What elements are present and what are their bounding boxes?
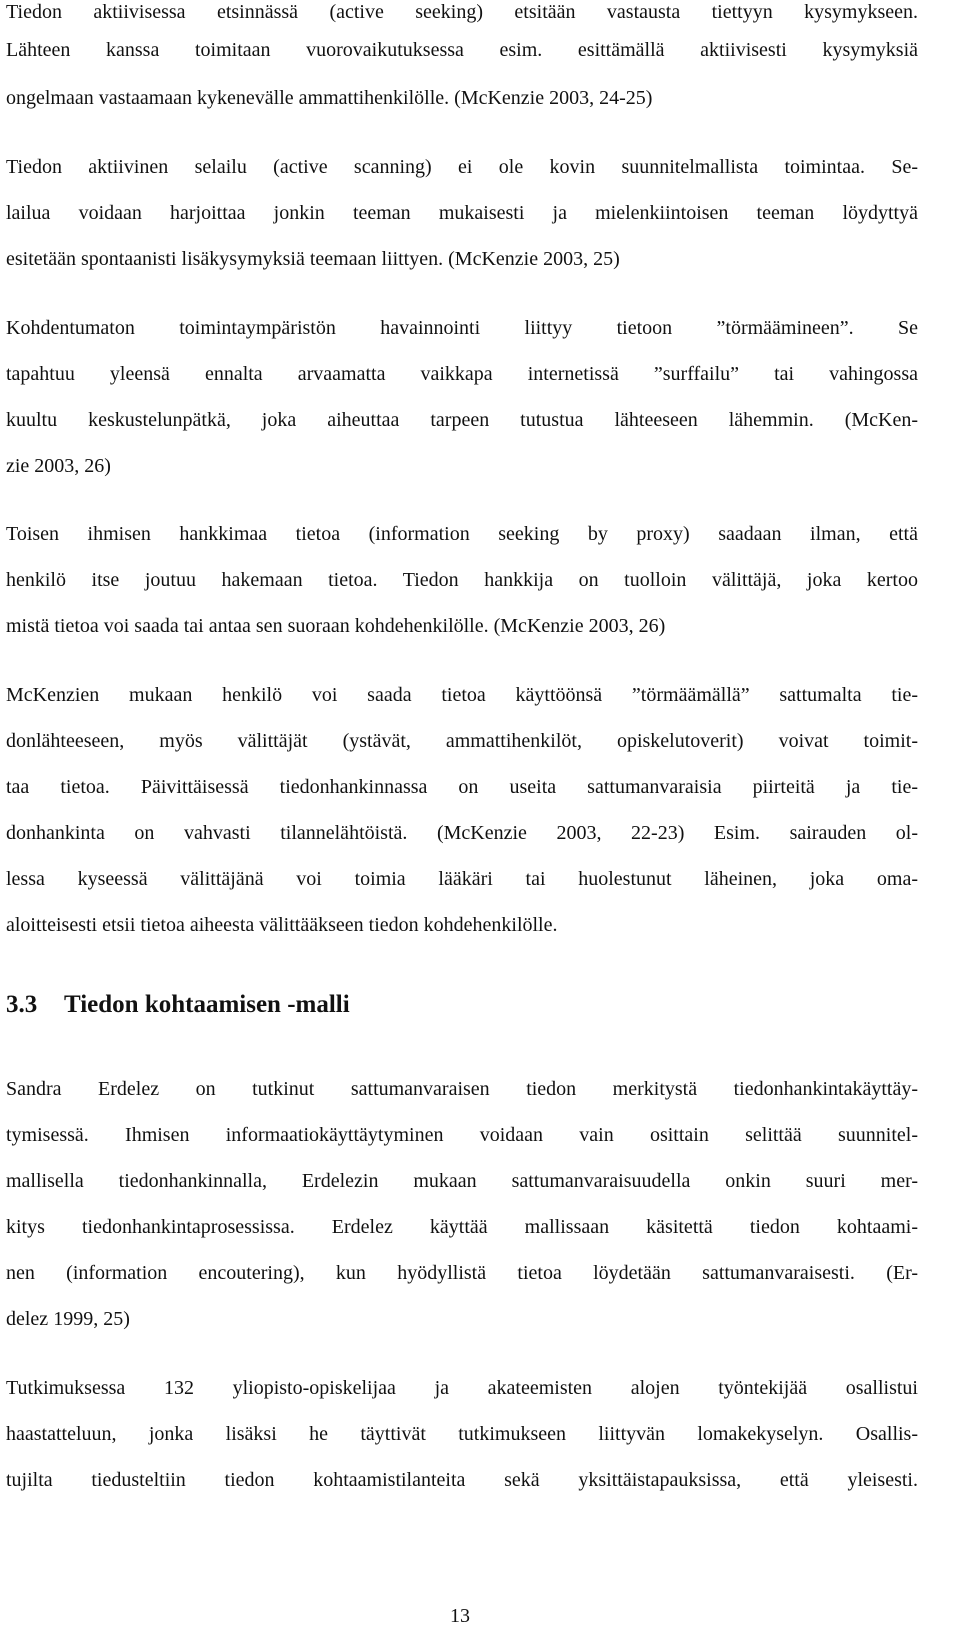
- paragraph-5-line-6: aloitteisesti etsii tietoa aiheesta välittääkseen tiedon kohdehenkilölle.: [6, 914, 558, 936]
- paragraph-1-line-2: Lähteen kanssa toimitaan vuorovaikutuksessa esim. esittämällä aktiivisesti kysymyksiä: [6, 39, 918, 61]
- paragraph-5-line-5: lessa kyseessä välittäjänä voi toimia lääkäri tai huolestunut läheinen, joka oma-: [6, 868, 918, 890]
- paragraph-5-line-1: McKenzien mukaan henkilö voi saada tietoa käyttöönsä ”törmäämällä” sattumalta tie-: [6, 684, 918, 706]
- paragraph-5-line-4: donhankinta on vahvasti tilannelähtöistä. (McKenzie 2003, 22-23) Esim. sairauden ol-: [6, 822, 918, 844]
- paragraph-1-line-1: Tiedon aktiivisessa etsinnässä (active seeking) etsitään vastausta tiettyyn kysymykseen.: [6, 1, 918, 23]
- section-number: 3.3: [6, 991, 38, 1018]
- section-paragraph-1-line-6: delez 1999, 25): [6, 1308, 130, 1330]
- paragraph-2-line-1: Tiedon aktiivinen selailu (active scanning) ei ole kovin suunnitelmallista toimintaa. Se-: [6, 156, 918, 178]
- paragraph-3-line-2: tapahtuu yleensä ennalta arvaamatta vaikkapa internetissä ”surffailu” tai vahingossa: [6, 363, 918, 385]
- paragraph-4-line-2: henkilö itse joutuu hakemaan tietoa. Tiedon hankkija on tuolloin välittäjä, joka kertoo: [6, 569, 918, 591]
- section-paragraph-2-line-3: tujilta tiedusteltiin tiedon kohtaamistilanteita sekä yksittäistapauksissa, että yleisesti.: [6, 1469, 918, 1491]
- section-paragraph-1-line-5: nen (information encoutering), kun hyödyllistä tietoa löydetään sattumanvaraisesti. (Er-: [6, 1262, 918, 1284]
- section-title: Tiedon kohtaamisen -malli: [64, 991, 350, 1018]
- paragraph-3-line-1: Kohdentumaton toimintaympäristön havainnointi liittyy tietoon ”törmäämineen”. Se: [6, 317, 918, 339]
- section-paragraph-1-line-3: mallisella tiedonhankinnalla, Erdelezin mukaan sattumanvaraisuudella onkin suuri mer-: [6, 1170, 918, 1192]
- section-paragraph-2-line-2: haastatteluun, jonka lisäksi he täyttivät tutkimukseen liittyvän lomakekyselyn. Osallis-: [6, 1423, 918, 1445]
- paragraph-4-line-3: mistä tietoa voi saada tai antaa sen suoraan kohdehenkilölle. (McKenzie 2003, 26): [6, 615, 666, 637]
- paragraph-4-line-1: Toisen ihmisen hankkimaa tietoa (information seeking by proxy) saadaan ilman, että: [6, 523, 918, 545]
- paragraph-1-line-3: ongelmaan vastaamaan kykenevälle ammattihenkilölle. (McKenzie 2003, 24-25): [6, 87, 653, 109]
- section-paragraph-2-line-1: Tutkimuksessa 132 yliopisto-opiskelijaa ja akateemisten alojen työntekijää osallistui: [6, 1377, 918, 1399]
- paragraph-3-line-3: kuultu keskustelunpätkä, joka aiheuttaa tarpeen tutustua lähteeseen lähemmin. (McKen-: [6, 409, 918, 431]
- paragraph-5-line-3: taa tietoa. Päivittäisessä tiedonhankinnassa on useita sattumanvaraisia piirteitä ja tie-: [6, 776, 918, 798]
- section-paragraph-1-line-2: tymisessä. Ihmisen informaatiokäyttäytyminen voidaan vain osittain selittää suunnitel-: [6, 1124, 918, 1146]
- section-paragraph-1-line-4: kitys tiedonhankintaprosessissa. Erdelez käyttää mallissaan käsitettä tiedon kohtaami-: [6, 1216, 918, 1238]
- paragraph-2-line-3: esitetään spontaanisti lisäkysymyksiä teemaan liittyen. (McKenzie 2003, 25): [6, 248, 620, 270]
- section-heading: [6, 990, 918, 1020]
- page-number: 13: [450, 1605, 470, 1627]
- paragraph-2-line-2: lailua voidaan harjoittaa jonkin teeman mukaisesti ja mielenkiintoisen teeman löydyttyä: [6, 202, 918, 224]
- paragraph-5-line-2: donlähteeseen, myös välittäjät (ystävät, ammattihenkilöt, opiskelutoverit) voivat toimit-: [6, 730, 918, 752]
- paragraph-3-line-4: zie 2003, 26): [6, 455, 111, 477]
- section-paragraph-1-line-1: Sandra Erdelez on tutkinut sattumanvaraisen tiedon merkitystä tiedonhankintakäyttäy-: [6, 1078, 918, 1100]
